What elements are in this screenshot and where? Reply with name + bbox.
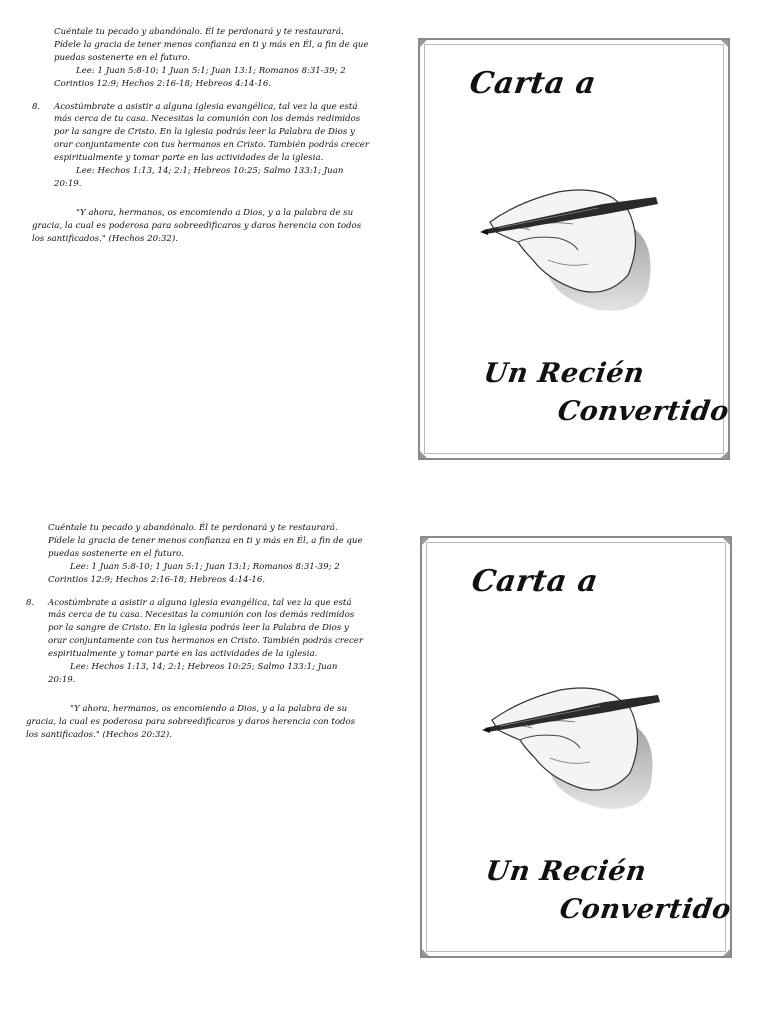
text-panel-top [32,26,372,246]
hand-writing-illustration [480,678,670,828]
corner-ornament [420,40,427,47]
cover-card-top [418,38,730,460]
cover-title: Un Recién [483,856,649,887]
item-text: Acostúmbrate a asistir a alguna iglesia evangélica, tal vez la que está más cerca de tu casa. Necesitas la comunión con los demás redimidos por la sangre de Cristo. En la iglesia podrás leer la Palabra de Dios y orar conjuntamente con tus hermanos en Cristo. También podrás crecer espiritualmente y tomar parte en las actividades de la iglesia. [54,101,369,164]
closing-quote: "Y ahora, hermanos, os encomiendo a Dios, y a la palabra de su gracia, la cual es poderosa para sobreedificaros y daros herencia con todos los santificados." (Hechos 20:32). [26,703,356,740]
cover-title: Un Recién [481,358,647,389]
cover-title: Carta a [469,564,601,599]
corner-ornament [721,451,728,458]
confession-paragraph: Cuéntale tu pecado y abandónalo. Él te perdonará y te restaurará. Pídele la gracia de tener menos confianza en ti y más en Él, a fin de que puedas sostenerte en el futuro. [48,523,363,559]
item-text: Acostúmbrate a asistir a alguna iglesia evangélica, tal vez la que está más cerca de tu casa. Necesitas la comunión con los demás redimidos por la sangre de Cristo. En la iglesia podrás leer la Palabra de Dios y orar conjuntamente con tus hermanos en Cristo. También podrás crecer espiritualmente y tomar parte en las actividades de la iglesia. [48,597,363,660]
scripture-references: Lee: 1 Juan 5:8-10; 1 Juan 5:1; Juan 13:1; Romanos 8:31-39; 2 Corintios 12:9; Hechos 2:16-18; Hebreos 4:14-16. [54,65,346,89]
hand-writing-illustration [478,180,668,330]
corner-ornament [723,949,730,956]
corner-ornament [420,451,427,458]
corner-ornament [422,538,429,545]
cover-title: Convertido [557,894,734,925]
text-panel-bottom [26,522,366,742]
list-item [26,597,366,662]
corner-ornament [721,40,728,47]
closing-quote: "Y ahora, hermanos, os encomiendo a Dios, y a la palabra de su gracia, la cual es poderosa para sobreedificaros y daros herencia con todos los santificados." (Hechos 20:32). [32,207,362,244]
corner-ornament [422,949,429,956]
item-number: 8. [26,597,35,608]
item-number: 8. [32,101,41,112]
corner-ornament [723,538,730,545]
cover-title: Convertido [555,396,732,427]
scripture-references: Lee: Hechos 1:13, 14; 2:1; Hebreos 10:25; Salmo 133:1; Juan 20:19. [54,166,344,189]
confession-paragraph: Cuéntale tu pecado y abandónalo. Él te perdonará y te restaurará. Pídele la gracia de tener menos confianza en ti y más en Él, a fin de que puedas sostenerte en el futuro. [54,27,369,63]
cover-card-bottom [420,536,732,958]
scripture-references: Lee: 1 Juan 5:8-10; 1 Juan 5:1; Juan 13:1; Romanos 8:31-39; 2 Corintios 12:9; Hechos 2:16-18; Hebreos 4:14-16. [48,561,340,585]
list-item [32,101,372,166]
scripture-references: Lee: Hechos 1:13, 14; 2:1; Hebreos 10:25; Salmo 133:1; Juan 20:19. [48,662,338,685]
cover-title: Carta a [467,66,599,101]
